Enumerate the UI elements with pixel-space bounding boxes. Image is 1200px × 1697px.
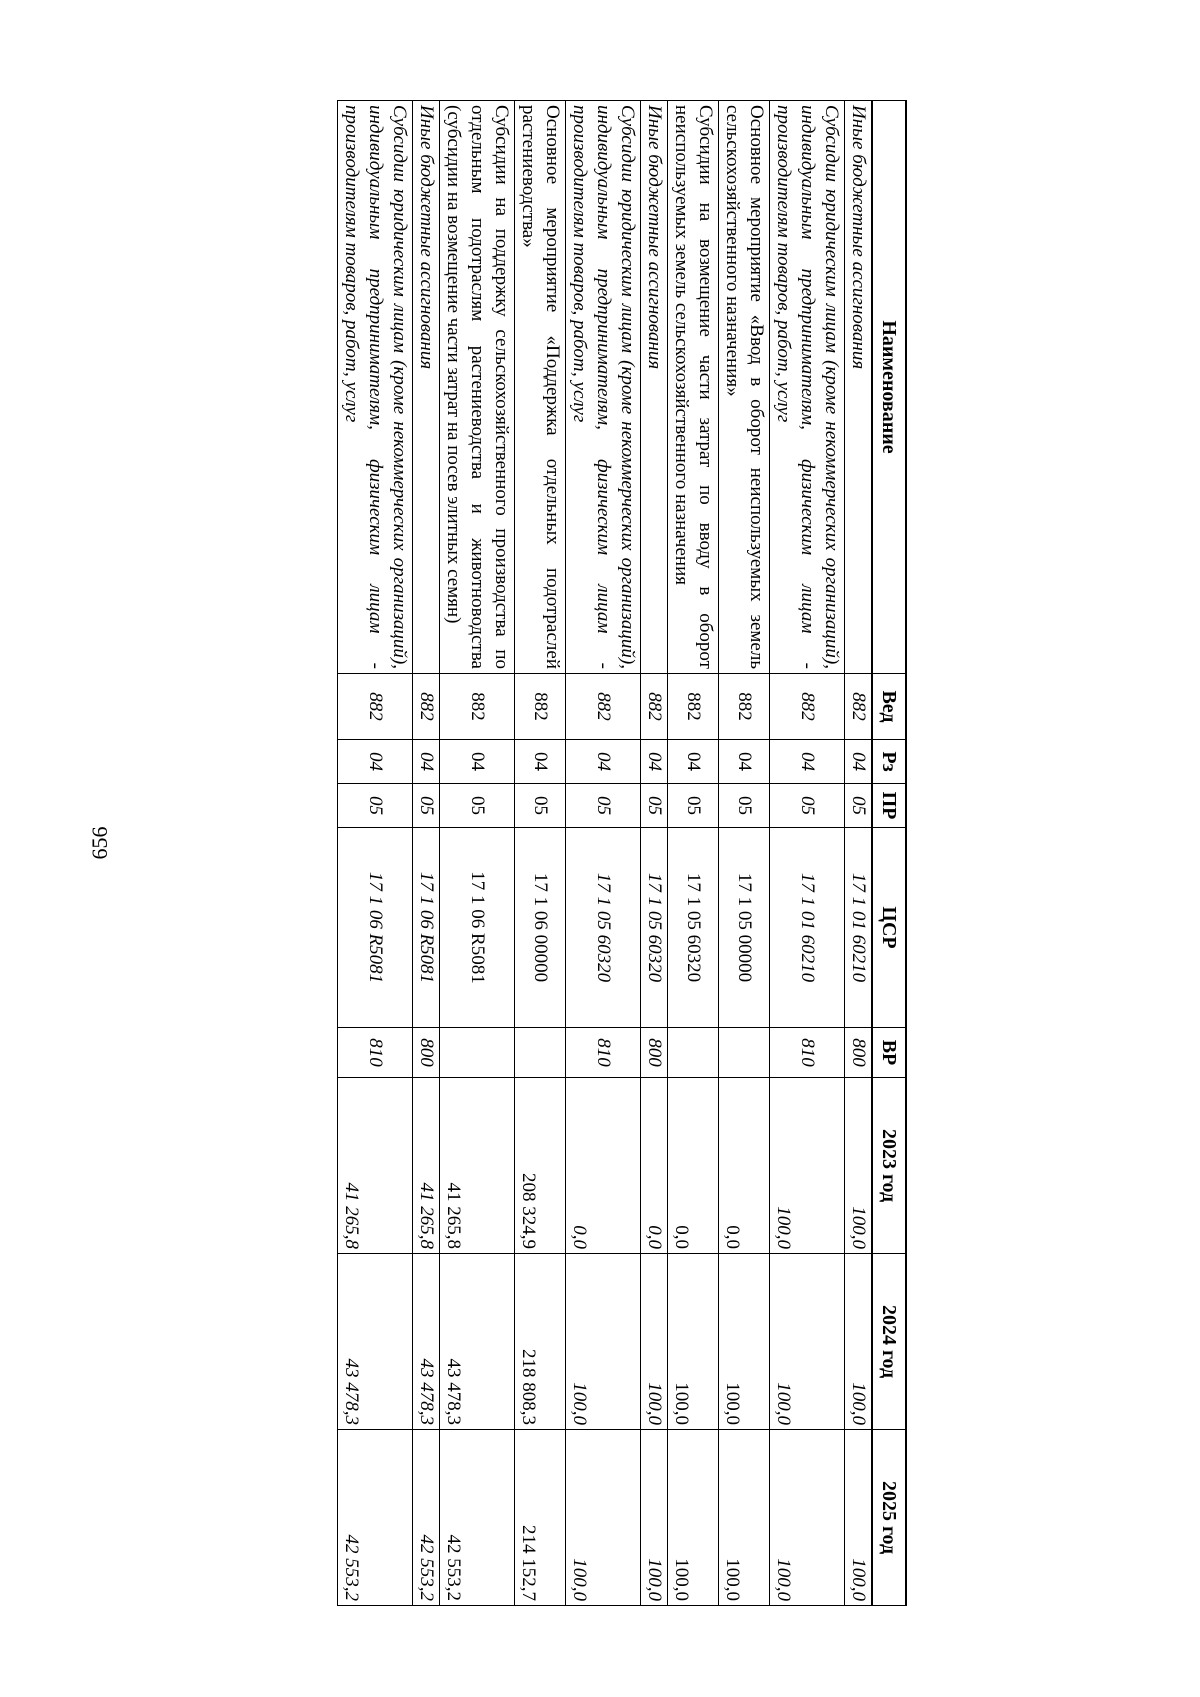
row-csr: 17 1 05 60320 <box>566 828 641 1028</box>
row-2025: 42 553,2 <box>440 1430 515 1606</box>
row-pr: 05 <box>845 784 873 828</box>
row-pr: 05 <box>770 784 845 828</box>
row-rz: 04 <box>338 740 413 784</box>
row-name: Иные бюджетные ассигнования <box>641 101 668 674</box>
col-header-rz: Рз <box>872 740 906 784</box>
row-csr: 17 1 05 60320 <box>668 828 719 1028</box>
table-row <box>668 101 719 1606</box>
row-name: Субсидии на поддержку сельскохозяйственного производства по отдельным подотраслям растениеводства и животноводства (субсидии на возмещение части затрат на посев элитных семян) <box>440 101 515 674</box>
rotated-table-wrapper <box>132 100 907 1605</box>
row-rz: 04 <box>641 740 668 784</box>
row-ved: 882 <box>566 674 641 740</box>
table-row <box>719 101 770 1606</box>
row-vr <box>440 1028 515 1078</box>
row-pr: 05 <box>440 784 515 828</box>
row-name: Субсидии на возмещение части затрат по вводу в оборот неиспользуемых земель сельскохозяйственного назначения <box>668 101 719 674</box>
row-name: Субсидии юридическим лицам (кроме некоммерческих организаций), индивидуальным предпринимателям, физическим лицам - производителям товаров, работ, услуг <box>770 101 845 674</box>
row-2024: 43 478,3 <box>338 1254 413 1430</box>
table-header-row <box>872 101 906 1606</box>
row-2023: 0,0 <box>668 1078 719 1254</box>
row-2025: 42 553,2 <box>413 1430 440 1606</box>
row-vr: 810 <box>566 1028 641 1078</box>
row-2023: 41 265,8 <box>440 1078 515 1254</box>
row-name: Субсидии юридическим лицам (кроме некоммерческих организаций), индивидуальным предпринимателям, физическим лицам - производителям товаров, работ, услуг <box>566 101 641 674</box>
row-pr: 05 <box>641 784 668 828</box>
row-vr: 800 <box>413 1028 440 1078</box>
row-name: Иные бюджетные ассигнования <box>413 101 440 674</box>
row-2024: 100,0 <box>719 1254 770 1430</box>
row-csr: 17 1 06 R5081 <box>338 828 413 1028</box>
row-csr: 17 1 01 60210 <box>770 828 845 1028</box>
row-2024: 43 478,3 <box>413 1254 440 1430</box>
table-row <box>338 101 413 1606</box>
table-row <box>641 101 668 1606</box>
row-ved: 882 <box>515 674 566 740</box>
row-2025: 42 553,2 <box>338 1430 413 1606</box>
row-pr: 05 <box>515 784 566 828</box>
row-pr: 05 <box>413 784 440 828</box>
row-rz: 04 <box>440 740 515 784</box>
row-rz: 04 <box>845 740 873 784</box>
row-ved: 882 <box>413 674 440 740</box>
row-vr <box>515 1028 566 1078</box>
row-2024: 100,0 <box>770 1254 845 1430</box>
row-2024: 100,0 <box>566 1254 641 1430</box>
row-rz: 04 <box>413 740 440 784</box>
row-ved: 882 <box>668 674 719 740</box>
table-row <box>515 101 566 1606</box>
row-2023: 41 265,8 <box>338 1078 413 1254</box>
row-name: Основное мероприятие «Ввод в оборот неиспользуемых земель сельскохозяйственного назначения» <box>719 101 770 674</box>
row-vr <box>719 1028 770 1078</box>
col-header-2024: 2024 год <box>872 1254 906 1430</box>
row-ved: 882 <box>770 674 845 740</box>
table-row <box>770 101 845 1606</box>
table-row <box>566 101 641 1606</box>
row-2025: 214 152,7 <box>515 1430 566 1606</box>
row-ved: 882 <box>719 674 770 740</box>
row-csr: 17 1 06 R5081 <box>413 828 440 1028</box>
col-header-pr: ПР <box>872 784 906 828</box>
row-2024: 218 808,3 <box>515 1254 566 1430</box>
row-name: Основное мероприятие «Поддержка отдельных подотраслей растениеводства» <box>515 101 566 674</box>
row-csr: 17 1 05 00000 <box>719 828 770 1028</box>
row-csr: 17 1 06 R5081 <box>440 828 515 1028</box>
row-2025: 100,0 <box>845 1430 873 1606</box>
row-2023: 100,0 <box>770 1078 845 1254</box>
row-2025: 100,0 <box>770 1430 845 1606</box>
budget-table <box>337 100 907 1606</box>
row-ved: 882 <box>440 674 515 740</box>
col-header-csr: ЦСР <box>872 828 906 1028</box>
row-vr <box>668 1028 719 1078</box>
row-csr: 17 1 05 60320 <box>641 828 668 1028</box>
col-header-vr: ВР <box>872 1028 906 1078</box>
row-vr: 800 <box>641 1028 668 1078</box>
row-vr: 800 <box>845 1028 873 1078</box>
row-2025: 100,0 <box>566 1430 641 1606</box>
row-2024: 100,0 <box>845 1254 873 1430</box>
row-2023: 0,0 <box>641 1078 668 1254</box>
row-2025: 100,0 <box>719 1430 770 1606</box>
col-header-name: Наименование <box>872 101 906 674</box>
row-name: Субсидии юридическим лицам (кроме некоммерческих организаций), индивидуальным предпринимателям, физическим лицам - производителям товаров, работ, услуг <box>338 101 413 674</box>
row-2023: 208 324,9 <box>515 1078 566 1254</box>
row-rz: 04 <box>719 740 770 784</box>
row-ved: 882 <box>338 674 413 740</box>
row-2024: 100,0 <box>641 1254 668 1430</box>
row-2024: 43 478,3 <box>440 1254 515 1430</box>
row-pr: 05 <box>338 784 413 828</box>
row-pr: 05 <box>668 784 719 828</box>
row-2024: 100,0 <box>668 1254 719 1430</box>
row-2025: 100,0 <box>641 1430 668 1606</box>
row-ved: 882 <box>845 674 873 740</box>
table-row <box>413 101 440 1606</box>
row-2023: 41 265,8 <box>413 1078 440 1254</box>
row-pr: 05 <box>566 784 641 828</box>
row-rz: 04 <box>566 740 641 784</box>
row-name: Иные бюджетные ассигнования <box>845 101 873 674</box>
row-rz: 04 <box>668 740 719 784</box>
row-2025: 100,0 <box>668 1430 719 1606</box>
row-2023: 0,0 <box>719 1078 770 1254</box>
row-vr: 810 <box>770 1028 845 1078</box>
row-csr: 17 1 06 00000 <box>515 828 566 1028</box>
row-pr: 05 <box>719 784 770 828</box>
page-number: 656 <box>87 826 112 860</box>
table-row <box>440 101 515 1606</box>
row-2023: 0,0 <box>566 1078 641 1254</box>
col-header-2023: 2023 год <box>872 1078 906 1254</box>
col-header-2025: 2025 год <box>872 1430 906 1606</box>
row-rz: 04 <box>770 740 845 784</box>
row-vr: 810 <box>338 1028 413 1078</box>
row-2023: 100,0 <box>845 1078 873 1254</box>
row-rz: 04 <box>515 740 566 784</box>
row-csr: 17 1 01 60210 <box>845 828 873 1028</box>
col-header-ved: Вед <box>872 674 906 740</box>
row-ved: 882 <box>641 674 668 740</box>
table-row <box>845 101 873 1606</box>
